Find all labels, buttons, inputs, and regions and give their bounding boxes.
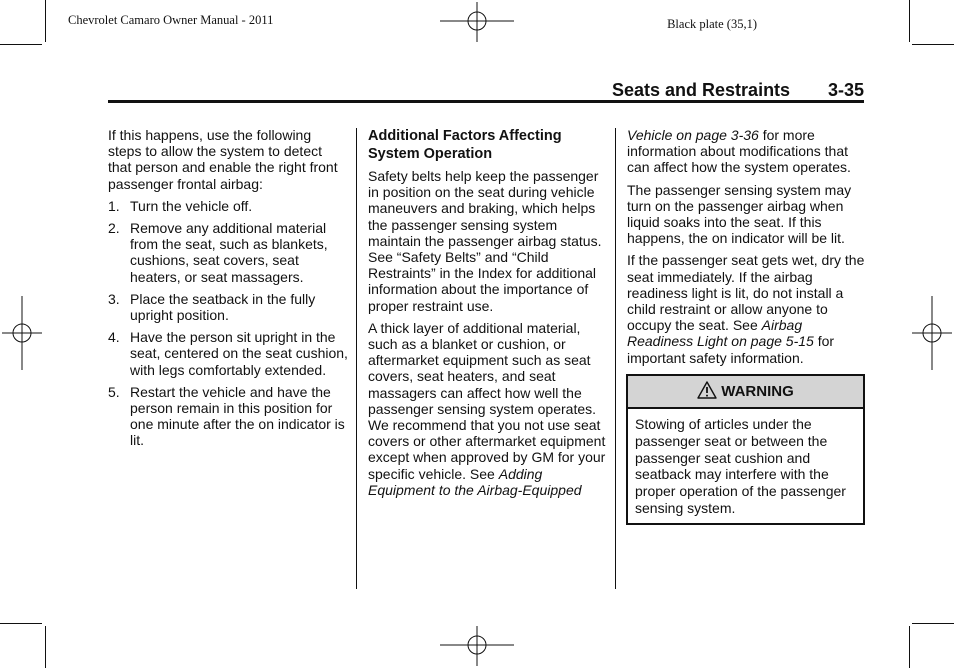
paragraph: Safety belts help keep the passenger in position on the seat during vehicle maneuvers and braking, which helps the passenger sensing system maintain the passenger airbag status. See “Safety Belts” and “Child Restraints” in the Index for additional information about the importance of proper restraint use. — [368, 168, 602, 314]
list-item — [108, 329, 348, 378]
warning-box — [626, 374, 865, 525]
crop-mark — [909, 626, 910, 668]
column-1 — [108, 127, 348, 455]
crop-mark — [912, 44, 954, 45]
step-text: Have the person sit upright in the seat, centered on the seat cushion, with legs comfortably extended. — [130, 329, 348, 378]
column-3 — [627, 127, 867, 372]
paragraph-text: for important safety information. — [627, 333, 835, 366]
step-number: 3. — [108, 290, 120, 307]
cross-reference-link[interactable]: Airbag Readiness Light on page 5-15 — [627, 317, 814, 350]
plate-label: Black plate (35,1) — [667, 17, 757, 31]
running-header-title: Chevrolet Camaro Owner Manual - 2011 — [68, 13, 274, 27]
column-2 — [368, 127, 606, 504]
steps-list — [108, 198, 348, 449]
step-text: Turn the vehicle off. — [130, 197, 253, 214]
registration-mark-icon — [912, 296, 952, 370]
crop-mark — [912, 623, 954, 624]
step-number: 4. — [108, 329, 120, 346]
crop-mark — [45, 0, 46, 42]
subsection-heading: Additional Factors Affecting System Operation — [368, 128, 562, 162]
crop-mark — [45, 626, 46, 668]
crop-mark — [0, 44, 42, 45]
section-title: Seats and Restraints — [612, 80, 791, 100]
cross-reference-link[interactable]: Vehicle on page 3-36 — [627, 127, 759, 143]
page-number: 3-35 — [828, 80, 865, 100]
section-rule — [108, 100, 864, 103]
registration-mark-icon — [440, 626, 514, 666]
warning-label: WARNING — [721, 383, 794, 400]
warning-text: Stowing of articles under the passenger seat or between the passenger seat cushion and seatback may interfere with the proper operation of the passenger sensing system. — [635, 416, 846, 516]
crop-mark — [909, 0, 910, 42]
step-text: Remove any additional material from the seat, such as blankets, cushions, seat covers, seat heaters, or seat massagers. — [130, 220, 328, 285]
cross-reference-link[interactable]: Adding Equipment to the Airbag-Equipped — [368, 465, 582, 498]
paragraph: The passenger sensing system may turn on the passenger airbag when liquid soaks into the seat. If this happens, the on indicator will be lit. — [627, 181, 852, 247]
paragraph-text: A thick layer of additional material, such as a blanket or cushion, or aftermarket equipment such as seat covers, seat heaters, and seat massagers can affect how well the passenger sensing system operates. We recommend that you not use seat covers or other aftermarket equipment except when approved by GM for your specific vehicle. See — [368, 319, 606, 482]
warning-triangle-icon — [697, 381, 717, 399]
step-text: Place the seatback in the fully upright position. — [130, 290, 316, 324]
column-divider — [615, 128, 616, 589]
warning-header — [628, 376, 863, 409]
list-item — [108, 384, 348, 449]
crop-mark — [0, 623, 42, 624]
paragraph — [627, 252, 867, 365]
intro-paragraph: If this happens, use the following steps to allow the system to detect that person and enable the right front passenger frontal airbag: — [108, 127, 338, 192]
paragraph — [368, 320, 606, 498]
list-item — [108, 220, 348, 285]
registration-mark-icon — [440, 2, 514, 42]
registration-mark-icon — [2, 296, 42, 370]
list-item — [108, 198, 348, 214]
paragraph-text: If the passenger seat gets wet, dry the seat immediately. If the airbag readiness light is lit, do not install a child restraint or allow anyone to occupy the seat. See — [627, 252, 865, 334]
column-divider — [356, 128, 357, 589]
step-text: Restart the vehicle and have the person remain in this position for one minute after the on indicator is lit. — [130, 383, 345, 449]
list-item — [108, 291, 348, 323]
paragraph — [627, 127, 867, 176]
step-number: 1. — [108, 197, 120, 214]
step-number: 2. — [108, 220, 120, 237]
paragraph-text: for more information about modifications that can affect how the system operates. — [627, 127, 851, 176]
step-number: 5. — [108, 383, 120, 400]
